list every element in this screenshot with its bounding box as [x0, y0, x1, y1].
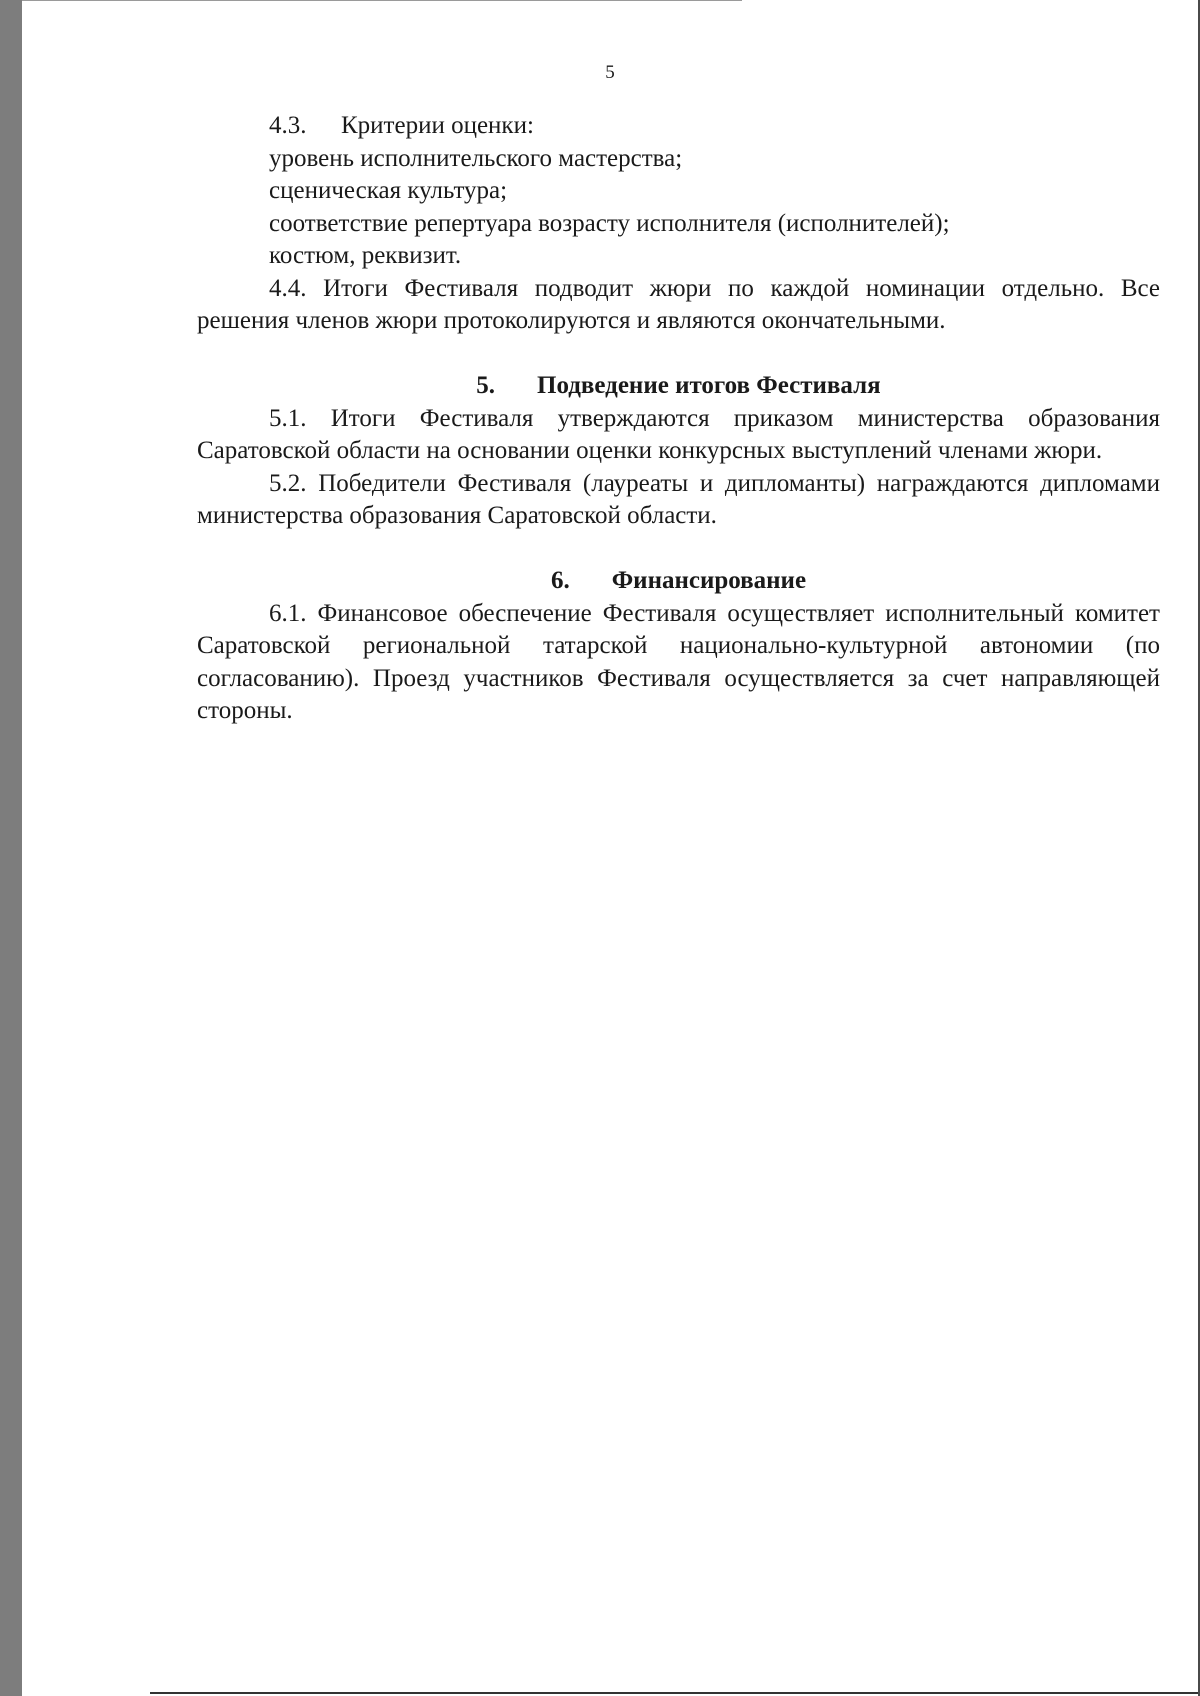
spacer	[197, 533, 1160, 566]
spacer	[197, 338, 1160, 371]
item-6-1-paragraph: 6.1. Финансовое обеспечение Фестиваля осуществляет исполнительный комитет Саратовской региональной татарской национально-культурной автономии (по согласованию). Проезд участников Фестиваля осуществляется за счет направляющей стороны.	[197, 599, 1160, 724]
item-4-3-number: 4.3.	[269, 112, 307, 139]
document-page	[22, 0, 1198, 1692]
section-5-number: 5.	[476, 372, 496, 399]
item-5-1-paragraph: 5.1. Итоги Фестиваля утверждаются приказом министерства образования Саратовской области на основании оценки конкурсных выступлений членами жюри.	[197, 404, 1160, 464]
criterion-item: сценическая культура;	[269, 177, 508, 204]
section-5-title: Подведение итогов Фестиваля	[537, 372, 881, 399]
page-content	[197, 110, 1160, 728]
viewer-left-margin	[0, 0, 22, 1696]
criterion-item: соответствие репертуара возрасту исполнителя (исполнителей);	[269, 209, 950, 237]
section-6-number: 6.	[550, 567, 570, 594]
page-bottom-edge	[150, 1692, 1198, 1694]
section-5-heading	[197, 370, 1160, 403]
item-4-3	[197, 110, 1160, 143]
item-4-3-title: Критерии оценки:	[341, 112, 534, 139]
section-6-title: Финансирование	[611, 567, 807, 594]
section-6-heading	[197, 565, 1160, 598]
criterion-item: уровень исполнительского мастерства;	[269, 144, 683, 172]
item-5-2-paragraph: 5.2. Победители Фестиваля (лауреаты и дипломанты) награждаются дипломами министерства образования Саратовской области.	[197, 469, 1160, 529]
page-number: 5	[605, 62, 615, 83]
criterion-item: костюм, реквизит.	[269, 242, 462, 269]
item-4-4-paragraph: 4.4. Итоги Фестиваля подводит жюри по каждой номинации отдельно. Все решения членов жюри протоколируются и являются окончательными.	[197, 274, 1160, 334]
